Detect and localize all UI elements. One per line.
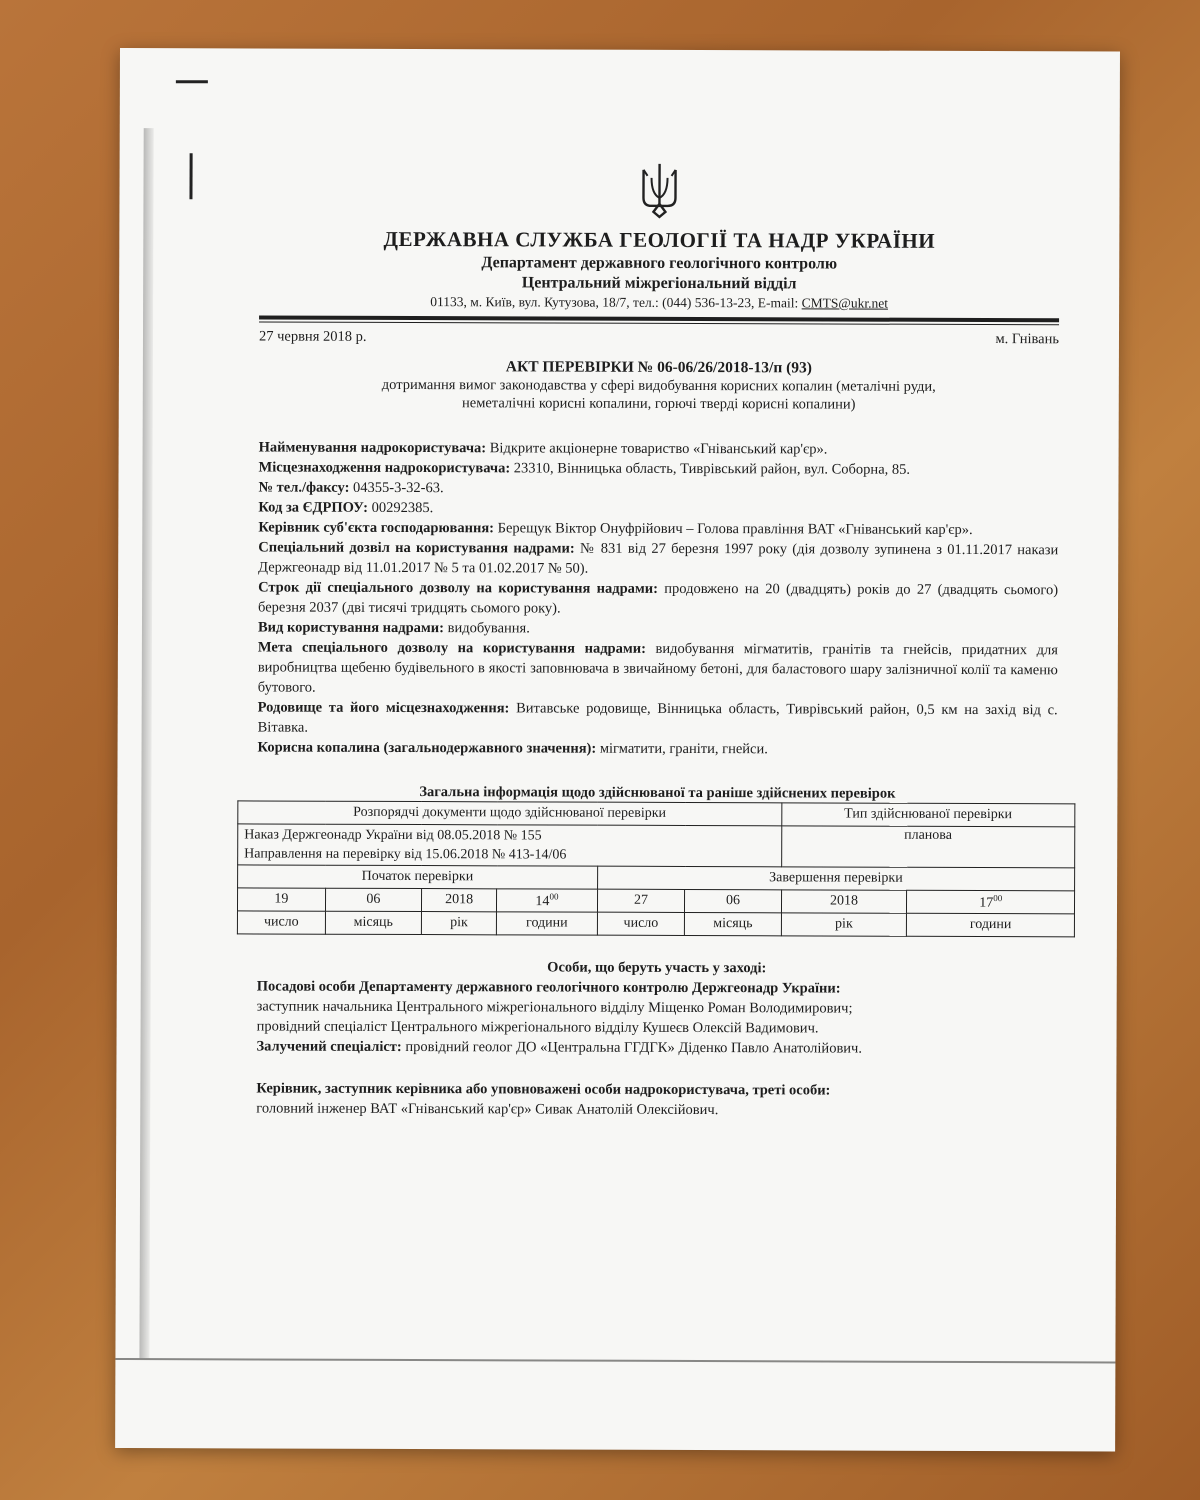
info-label: № тел./факсу:: [258, 479, 350, 496]
pen-mark: [189, 153, 192, 199]
official-line: провідний спеціаліст Центрального міжрегіонального відділу Кушеєв Олексій Вадимович.: [256, 1018, 819, 1037]
officials-label: [257, 976, 1057, 999]
official-line: заступник начальника Центрального міжрегіонального відділу Міщенко Роман Володимирович;: [256, 998, 853, 1017]
subsoil-user-info: [258, 437, 1059, 760]
info-label: Код за ЄДРПОУ:: [258, 499, 369, 516]
doc-direction: Направлення на перевірку від 15.06.2018 № 413-14/06: [244, 846, 567, 863]
officials-label-text: Посадові особи Департаменту державного геологічного контролю Держгеонадр України:: [256, 978, 841, 997]
pen-mark: [176, 80, 208, 83]
info-line: [258, 517, 1058, 540]
info-value: Відкрите акціонерне товариство «Гніванський кар'єр».: [486, 440, 828, 458]
document-sheet: [115, 48, 1120, 1451]
info-label: Місцезнаходження надрокористувача:: [258, 459, 511, 477]
info-label: Керівник суб'єкта господарювання:: [258, 519, 495, 537]
act-subtitle-line-2: неметалічні корисні копалини, горючі тверді корисні копалини): [461, 395, 856, 413]
table-row: [238, 801, 1075, 827]
unit-year: рік: [421, 912, 496, 935]
info-label: Корисна копалина (загальнодержавного значення):: [257, 739, 597, 757]
info-line: [258, 577, 1058, 620]
date-location-row: [259, 328, 1059, 348]
start-year: 2018: [421, 889, 496, 912]
header-docs: Розпорядчі документи щодо здійснюваної перевірки: [238, 801, 782, 826]
expert-label: Залучений спеціаліст:: [256, 1038, 402, 1055]
info-value: Витавське родовище, Вінницька область, Тиврівський район, 0,5 км на захід від с. Вітавка.: [257, 700, 1058, 736]
info-value: видобування.: [443, 620, 530, 637]
document-city: м. Гнівань: [995, 331, 1060, 348]
trident-emblem-icon: [637, 160, 681, 220]
start-time: [497, 889, 597, 912]
info-line: [258, 497, 1058, 520]
start-hour: 14: [535, 893, 550, 909]
expert-line: [256, 1036, 1056, 1059]
info-line: [258, 537, 1058, 580]
unit-hours: години: [907, 913, 1075, 937]
unit-hours: години: [497, 912, 597, 935]
act-subtitle-line-1: дотримання вимог законодавства у сфері видобування корисних копалин (металічні руди,: [381, 376, 936, 395]
end-header: Завершення перевірки: [597, 866, 1074, 891]
info-label: Строк дії спеціального дозволу на користування надрами:: [258, 579, 659, 597]
end-year: 2018: [781, 890, 907, 913]
table-row: [237, 911, 1074, 937]
info-line: [258, 737, 1058, 760]
address-text: 01133, м. Київ, вул. Кутузова, 18/7, тел.: (044) 536-13-23, E-mail:: [430, 294, 799, 311]
unit-year: рік: [781, 913, 907, 936]
info-line: [258, 637, 1058, 700]
info-value: продовжено на 20 (двадцять) років до 27 (двадцять сьомого) березня 2037 (дві тисячі тридцять сьомого року).: [258, 580, 1059, 617]
manager-line: головний інженер ВАТ «Гніванський кар'єр» Сивак Анатолій Олексійович.: [256, 1100, 719, 1119]
inspection-table: [237, 800, 1075, 937]
info-value: 23310, Вінницька область, Тиврівський район, вул. Соборна, 85.: [510, 460, 911, 478]
doc-order: Наказ Держгеонадр України від 08.05.2018 № 155: [244, 827, 542, 844]
department-name: Департамент державного геологічного контролю: [481, 254, 838, 273]
end-day: 27: [597, 889, 685, 912]
unit-day: число: [237, 911, 325, 934]
document-content: [244, 158, 1060, 1121]
end-hour: 17: [979, 895, 994, 911]
photocopy-shadow: [139, 128, 153, 1358]
document-date: 27 червня 2018 р.: [258, 328, 367, 345]
info-label: Найменування надрокористувача:: [258, 439, 487, 457]
info-label: Спеціальний дозвіл на користування надрами:: [258, 539, 575, 557]
start-month: 06: [325, 888, 421, 911]
act-title: АКТ ПЕРЕВІРКИ № 06-06/26/2018-13/п (93): [505, 358, 813, 377]
info-value: Берещук Віктор Онуфрійович – Голова правління ВАТ «Гніванський кар'єр».: [493, 520, 973, 538]
info-value: мігматити, граніти, гнейси.: [596, 740, 768, 758]
division-name: Центральний міжрегіональний відділ: [521, 274, 797, 293]
email-link[interactable]: CMTS@ukr.net: [801, 295, 889, 311]
info-value: видобування мігматитів, гранітів та гнейсів, придатних для виробництва щебеню будівельного в якості заповнювача в звичайному бетоні, для баластового шару залізничної колії та каменю бутового.: [257, 640, 1058, 696]
unit-month: місяць: [325, 911, 421, 934]
start-header: Початок перевірки: [238, 865, 598, 889]
type-cell: планова: [781, 826, 1075, 868]
start-day: 19: [237, 888, 325, 911]
docs-cell: [238, 824, 782, 867]
info-value: № 831 від 27 березня 1997 року (дія дозволу зупинена з 01.11.2017 накази Держгеонадр від 11.01.2017 № 5 та 01.02.2017 № 50).: [258, 540, 1059, 577]
info-line: [258, 477, 1058, 500]
table-row: [238, 865, 1075, 891]
org-address: [259, 293, 1059, 312]
participants-title: Особи, що беруть участь у заході:: [547, 959, 767, 977]
org-name: ДЕРЖАВНА СЛУЖБА ГЕОЛОГІЇ ТА НАДР УКРАЇНИ: [383, 226, 936, 253]
info-label: Мета спеціального дозволу на користування надрами:: [257, 639, 646, 657]
unit-day: число: [597, 912, 685, 935]
info-line: [259, 437, 1059, 460]
info-line: [258, 697, 1058, 740]
inspection-table-title: Загальна інформація щодо здійснюваної та раніше здійснених перевірок: [419, 784, 896, 802]
info-label: Вид користування надрами:: [257, 619, 445, 637]
unit-month: місяць: [685, 912, 781, 935]
table-row: [237, 888, 1074, 914]
header-rule-thin: [259, 321, 1059, 325]
table-row: [238, 824, 1075, 868]
end-time: [907, 890, 1075, 914]
info-label: Родовище та його місцезнаходження:: [257, 699, 510, 717]
photocopy-edge-line: [115, 1358, 1115, 1363]
end-minutes: 00: [993, 892, 1003, 903]
end-month: 06: [685, 889, 781, 912]
header-type: Тип здійснюваної перевірки: [781, 803, 1075, 827]
info-line: [259, 457, 1059, 480]
info-line: [258, 617, 1058, 640]
spacer: [256, 1056, 1056, 1081]
managers-label-text: Керівник, заступник керівника або уповноважені особи надрокористувача, треті особи:: [256, 1080, 831, 1099]
expert-value: провідний геолог ДО «Центральна ГГДГК» Діденко Павло Анатолійович.: [401, 1038, 863, 1057]
info-value: 00292385.: [367, 499, 434, 517]
info-value: 04355-3-32-63.: [349, 479, 444, 497]
managers-label: [256, 1078, 1056, 1101]
participants-section: [256, 956, 1057, 1121]
start-minutes: 00: [549, 891, 559, 902]
